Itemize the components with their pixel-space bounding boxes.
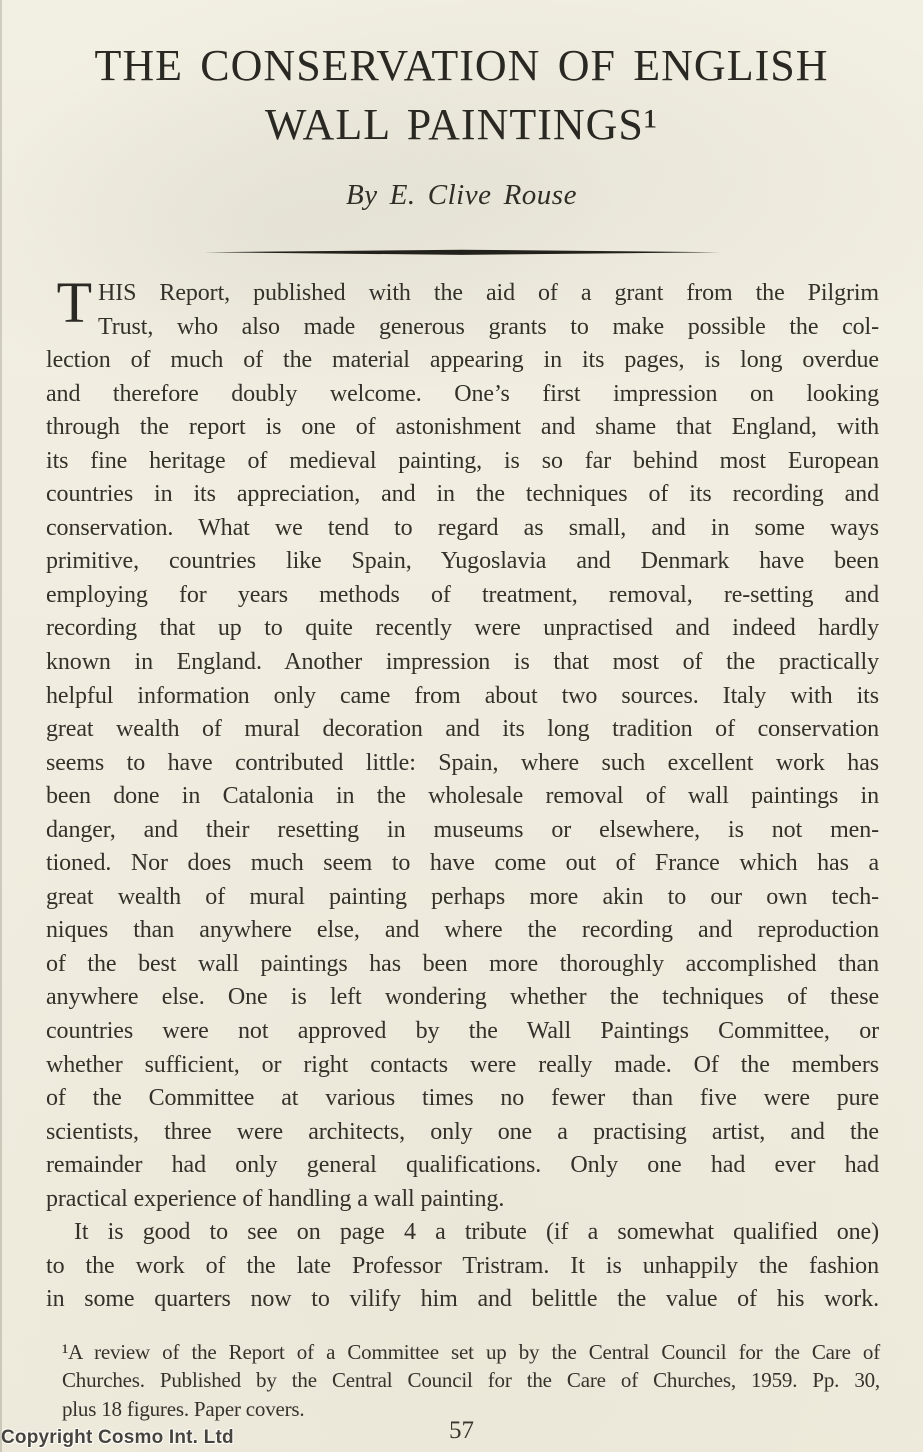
- text-line: of the best wall paintings has been more thoroughly accomplished than: [46, 950, 879, 977]
- text-line: scientists, three were architects, only one a practising artist, and the: [46, 1118, 879, 1145]
- text-line: remainder had only general qualifications. Only one had ever had: [46, 1152, 879, 1179]
- text-line: recording that up to quite recently were unpractised and indeed hardly: [46, 615, 879, 642]
- text-line: It is good to see on page 4 a tribute (if a somewhat qualified one): [74, 1219, 879, 1246]
- text-line: lection of much of the material appearing in its pages, is long overdue: [46, 347, 879, 374]
- text-line: great wealth of mural decoration and its long tradition of conservation: [46, 716, 879, 743]
- text-line: known in England. Another impression is that most of the practically: [46, 649, 879, 676]
- text-line: practical experience of handling a wall painting.: [46, 1185, 505, 1212]
- footnote: [62, 1338, 880, 1423]
- text-line: Trust, who also made generous grants to make possible the col-: [98, 313, 879, 340]
- article-title: [0, 36, 923, 154]
- text-line: to the work of the late Professor Tristram. It is unhappily the fashion: [46, 1252, 879, 1279]
- text-line: conservation. What we tend to regard as small, and in some ways: [46, 514, 879, 541]
- text-line: danger, and their resetting in museums or elsewhere, is not men-: [46, 816, 879, 843]
- drop-cap: T: [56, 270, 92, 335]
- text-line: whether sufficient, or right contacts were really made. Of the members: [46, 1051, 879, 1078]
- title-line-1: THE CONSERVATION OF ENGLISH: [94, 41, 829, 90]
- text-line: employing for years methods of treatment, removal, re-setting and: [46, 581, 879, 608]
- text-line: anywhere else. One is left wondering whether the techniques of these: [46, 984, 879, 1011]
- text-line: niques than anywhere else, and where the recording and reproduction: [46, 917, 879, 944]
- article-body: [46, 270, 879, 1317]
- title-line-2: WALL PAINTINGS¹: [264, 100, 659, 149]
- text-line: countries in its appreciation, and in the techniques of its recording and: [46, 481, 879, 508]
- paragraph: [46, 1216, 879, 1317]
- text-line: its fine heritage of medieval painting, is so far behind most European: [46, 447, 879, 474]
- decorative-rule: [204, 249, 720, 256]
- text-line: through the report is one of astonishment and shame that England, with: [46, 414, 879, 441]
- text-line: in some quarters now to vilify him and belittle the value of his work.: [46, 1286, 879, 1313]
- text-line: HIS Report, published with the aid of a grant from the Pilgrim: [98, 280, 879, 306]
- text-line: seems to have contributed little: Spain, where such excellent work has: [46, 749, 879, 776]
- text-line: great wealth of mural painting perhaps more akin to our own tech-: [46, 883, 879, 910]
- text-line: helpful information only came from about two sources. Italy with its: [46, 682, 879, 709]
- text-line: of the Committee at various times no fewer than five were pure: [46, 1085, 879, 1112]
- text-line: been done in Catalonia in the wholesale removal of wall paintings in: [46, 783, 879, 810]
- text-line: countries were not approved by the Wall Paintings Committee, or: [46, 1018, 879, 1045]
- text-line: tioned. Nor does much seem to have come out of France which has a: [46, 850, 879, 877]
- byline: By E. Clive Rouse: [346, 179, 577, 211]
- paragraph: [46, 270, 879, 1216]
- text-line: Churches. Published by the Central Council for the Care of Churches, 1959. Pp. 30,: [62, 1368, 880, 1393]
- text-line: primitive, countries like Spain, Yugoslavia and Denmark have been: [46, 548, 879, 575]
- text-line: and therefore doubly welcome. One’s first impression on looking: [46, 380, 879, 407]
- text-line: ¹A review of the Report of a Committee set up by the Central Council for the Care of: [62, 1340, 880, 1364]
- copyright-watermark: Copyright Cosmo Int. Ltd: [1, 1427, 234, 1448]
- page-number: 57: [449, 1417, 474, 1444]
- text-line: plus 18 figures. Paper covers.: [62, 1396, 305, 1421]
